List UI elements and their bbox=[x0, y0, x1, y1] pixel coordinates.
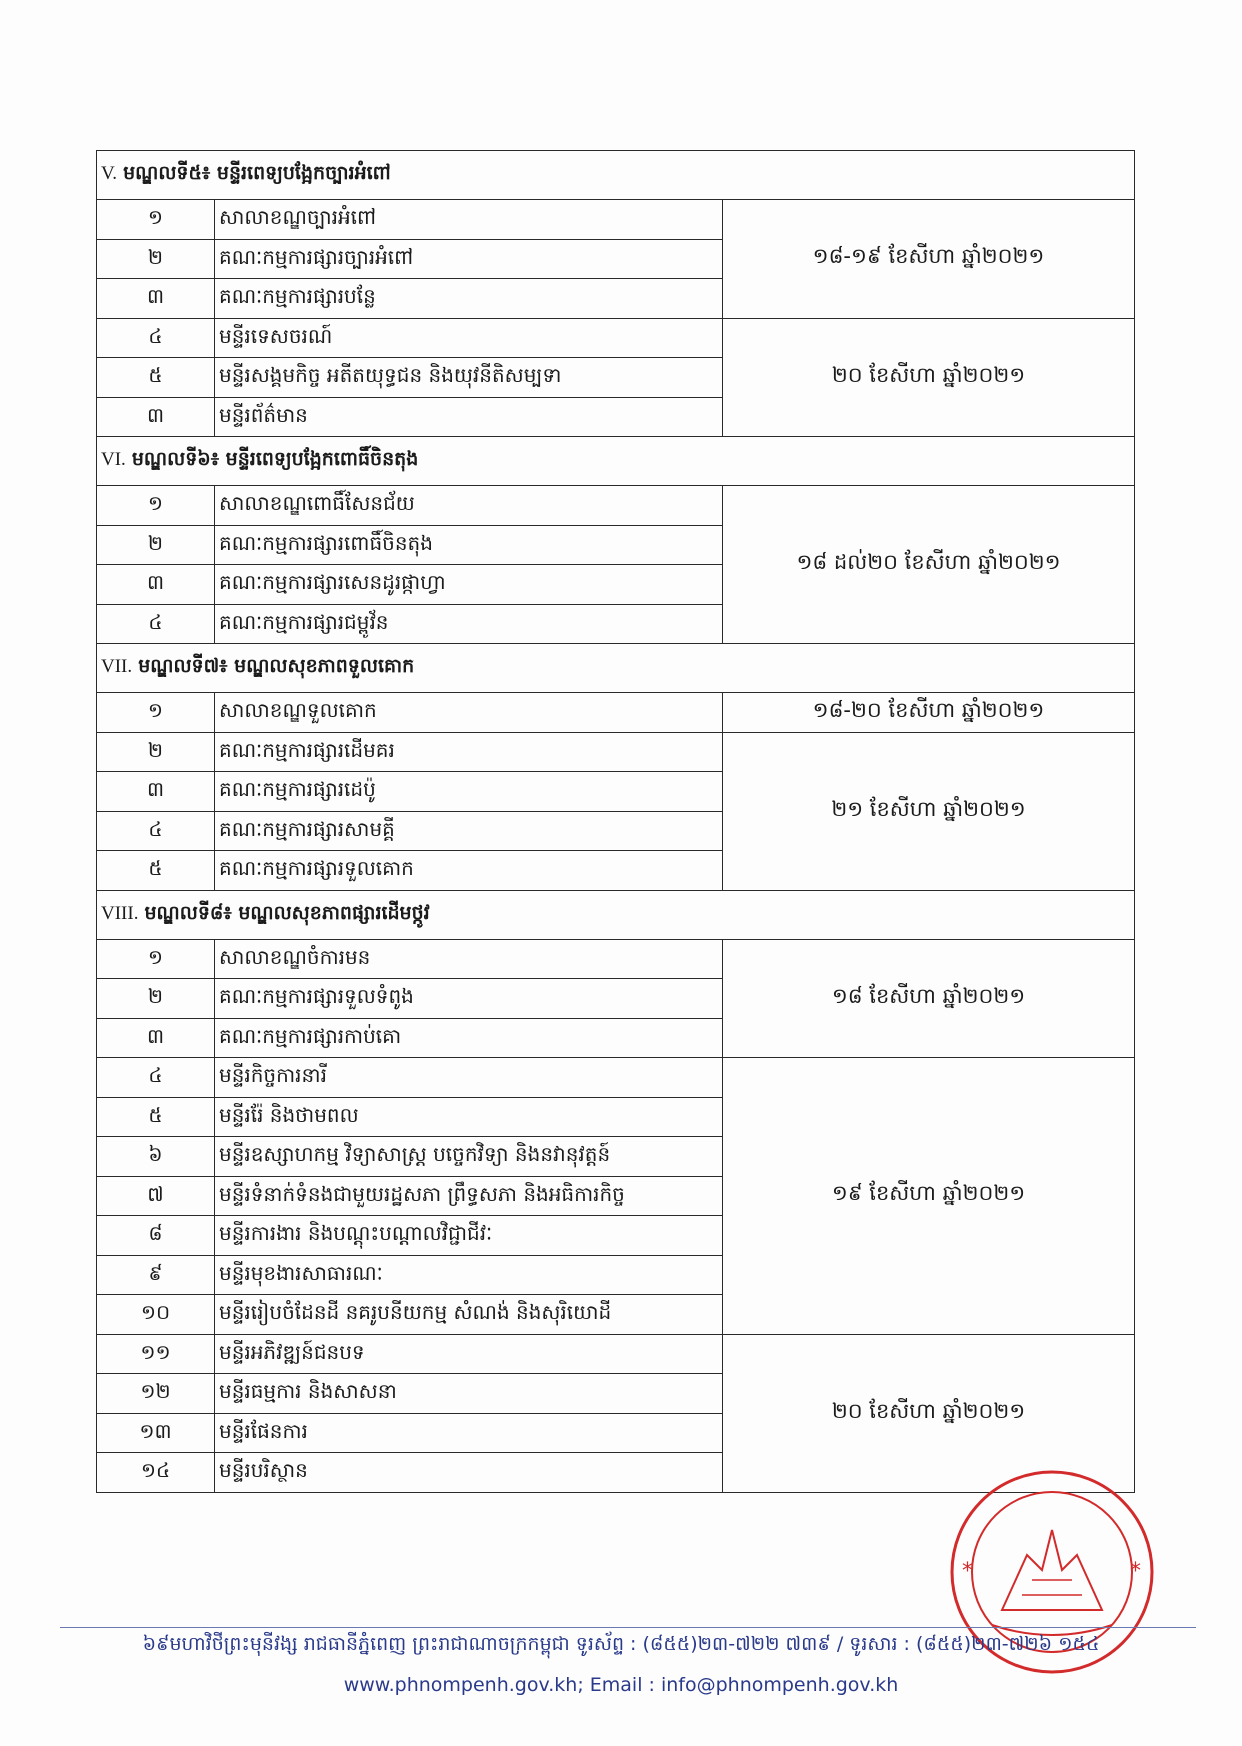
institution-name: មន្ទីរព័ត៌មាន bbox=[215, 397, 723, 437]
table-row bbox=[97, 318, 1135, 358]
row-number: ៧ bbox=[97, 1176, 215, 1216]
row-number: ៤ bbox=[97, 811, 215, 851]
section-header bbox=[97, 151, 1135, 200]
row-number: ៨ bbox=[97, 1216, 215, 1256]
table-row bbox=[97, 732, 1135, 772]
table-row bbox=[97, 939, 1135, 979]
section-header bbox=[97, 890, 1135, 939]
row-number: ៣ bbox=[97, 565, 215, 605]
section-numeral: VIII. bbox=[101, 902, 139, 924]
institution-name: សាលាខណ្ឌចំការមន bbox=[215, 939, 723, 979]
row-number: ៦ bbox=[97, 1137, 215, 1177]
institution-name: មន្ទីររ៉ែ និងថាមពល bbox=[215, 1097, 723, 1137]
schedule-date: ២១ ខែសីហា ឆ្នាំ២០២១ bbox=[723, 732, 1135, 890]
schedule-date: ១៨ ខែសីហា ឆ្នាំ២០២១ bbox=[723, 939, 1135, 1058]
row-number: ៣ bbox=[97, 772, 215, 812]
institution-name: សាលាខណ្ឌពោធិ៍សែនជ័យ bbox=[215, 486, 723, 526]
table-row bbox=[97, 200, 1135, 240]
institution-name: សាលាខណ្ឌច្បារអំពៅ bbox=[215, 200, 723, 240]
institution-name: មន្ទីរធម្មការ និងសាសនា bbox=[215, 1374, 723, 1414]
row-number: ៣ bbox=[97, 279, 215, 319]
row-number: ៣ bbox=[97, 1018, 215, 1058]
row-number: ៩ bbox=[97, 1255, 215, 1295]
section-header bbox=[97, 644, 1135, 693]
schedule-date: ២០ ខែសីហា ឆ្នាំ២០២១ bbox=[723, 1334, 1135, 1492]
section-title: មណ្ឌលទី៨៖ មណ្ឌលសុខភាពផ្សារដើមថ្កូវ bbox=[144, 901, 430, 924]
institution-name: គណៈកម្មការផ្សារច្បារអំពៅ bbox=[215, 239, 723, 279]
row-number: ១២ bbox=[97, 1374, 215, 1414]
institution-name: មន្ទីរទំនាក់ទំនងជាមួយរដ្ឋសភា ព្រឹទ្ធសភា និងអធិការកិច្ច bbox=[215, 1176, 723, 1216]
svg-text:*: * bbox=[962, 1559, 973, 1584]
schedule-date: ១៨ ដល់២០ ខែសីហា ឆ្នាំ២០២១ bbox=[723, 486, 1135, 644]
table-row bbox=[97, 1334, 1135, 1374]
institution-name: មន្ទីរបរិស្ថាន bbox=[215, 1453, 723, 1493]
row-number: ១ bbox=[97, 939, 215, 979]
section-numeral: VI. bbox=[101, 449, 126, 470]
institution-name: មន្ទីរការងារ និងបណ្តុះបណ្តាលវិជ្ជាជីវៈ bbox=[215, 1216, 723, 1256]
institution-name: សាលាខណ្ឌទួលគោក bbox=[215, 693, 723, 733]
institution-name: គណៈកម្មការផ្សារដើមគរ bbox=[215, 732, 723, 772]
table-row bbox=[97, 486, 1135, 526]
svg-text:*: * bbox=[1130, 1559, 1141, 1584]
section-numeral: V. bbox=[101, 163, 118, 184]
row-number: ១១ bbox=[97, 1334, 215, 1374]
section-title: មណ្ឌលទី៦៖ មន្ទីរពេទ្យបង្អែកពោធិ៍ចិនតុង bbox=[131, 448, 419, 470]
row-number: ១ bbox=[97, 693, 215, 733]
row-number: ៤ bbox=[97, 1058, 215, 1098]
section-title: មណ្ឌលទី៥៖ មន្ទីរពេទ្យបង្អែកច្បារអំពៅ bbox=[123, 162, 391, 184]
table-row bbox=[97, 1058, 1135, 1098]
row-number: ១០ bbox=[97, 1295, 215, 1335]
institution-name: គណៈកម្មការផ្សារទួលទំពូង bbox=[215, 979, 723, 1019]
institution-name: មន្ទីរឧស្សាហកម្ម វិទ្យាសាស្ត្រ បច្ចេកវិទ្យា និងនវានុវត្តន៍ bbox=[215, 1137, 723, 1177]
section-title: មណ្ឌលទី៧៖ មណ្ឌលសុខភាពទួលគោក bbox=[138, 655, 415, 677]
row-number: ១ bbox=[97, 486, 215, 526]
institution-name: គណៈកម្មការផ្សារសាមគ្គី bbox=[215, 811, 723, 851]
institution-name: មន្ទីរកិច្ចការនារី bbox=[215, 1058, 723, 1098]
institution-name: គណៈកម្មការផ្សារទួលគោក bbox=[215, 851, 723, 891]
row-number: ១៤ bbox=[97, 1453, 215, 1493]
section-header bbox=[97, 437, 1135, 486]
table-row bbox=[97, 693, 1135, 733]
institution-name: មន្ទីរសង្គមកិច្ច អតីតយុទ្ធជន និងយុវនីតិសម្បទា bbox=[215, 358, 723, 398]
row-number: ២ bbox=[97, 525, 215, 565]
institution-name: មន្ទីរផែនការ bbox=[215, 1413, 723, 1453]
schedule-date: ១៨-២០ ខែសីហា ឆ្នាំ២០២១ bbox=[723, 693, 1135, 733]
institution-name: គណៈកម្មការផ្សារបន្លែ bbox=[215, 279, 723, 319]
row-number: ៥ bbox=[97, 358, 215, 398]
institution-name: គណៈកម្មការផ្សារកាប់គោ bbox=[215, 1018, 723, 1058]
institution-name: គណៈកម្មការផ្សារជម្ពូវ័ន bbox=[215, 604, 723, 644]
footer-contact: www.phnompenh.gov.kh; Email : info@phnompenh.gov.kh bbox=[343, 1674, 899, 1696]
row-number: ៥ bbox=[97, 1097, 215, 1137]
row-number: ៤ bbox=[97, 318, 215, 358]
row-number: ៥ bbox=[97, 851, 215, 891]
row-number: ២ bbox=[97, 979, 215, 1019]
footer-address: ៦៩មហាវិថីព្រះមុនីវង្ស រាជធានីភ្នំពេញ ព្រះរាជាណាចក្រកម្ពុជា ទូរស័ព្ទ : (៨៥៥)២៣-៧២២ ៧៣៩ / ទូរសារ : (៨៥៥)២៣-៧២៦ ១៥៤ bbox=[142, 1633, 1100, 1655]
schedule-date: ១៨-១៩ ខែសីហា ឆ្នាំ២០២១ bbox=[723, 200, 1135, 319]
institution-name: មន្ទីរអភិវឌ្ឍន៍ជនបទ bbox=[215, 1334, 723, 1374]
institution-name: គណៈកម្មការផ្សារពោធិ៍ចិនតុង bbox=[215, 525, 723, 565]
schedule-table bbox=[96, 150, 1135, 1493]
institution-name: គណៈកម្មការផ្សារដេប៉ូ bbox=[215, 772, 723, 812]
schedule-date: ២០ ខែសីហា ឆ្នាំ២០២១ bbox=[723, 318, 1135, 437]
institution-name: មន្ទីរទេសចរណ៍ bbox=[215, 318, 723, 358]
institution-name: គណៈកម្មការផ្សារសេនដូរផ្កាហ្វា bbox=[215, 565, 723, 605]
schedule-date: ១៩ ខែសីហា ឆ្នាំ២០២១ bbox=[723, 1058, 1135, 1335]
footer-divider bbox=[60, 1627, 1196, 1628]
row-number: ១ bbox=[97, 200, 215, 240]
section-numeral: VII. bbox=[101, 656, 133, 677]
row-number: ៣ bbox=[97, 397, 215, 437]
row-number: ២ bbox=[97, 732, 215, 772]
row-number: ៤ bbox=[97, 604, 215, 644]
institution-name: មន្ទីរមុខងារសាធារណៈ bbox=[215, 1255, 723, 1295]
institution-name: មន្ទីររៀបចំដែនដី នគរូបនីយកម្ម សំណង់ និងសុរិយោដី bbox=[215, 1295, 723, 1335]
row-number: ២ bbox=[97, 239, 215, 279]
row-number: ១៣ bbox=[97, 1413, 215, 1453]
